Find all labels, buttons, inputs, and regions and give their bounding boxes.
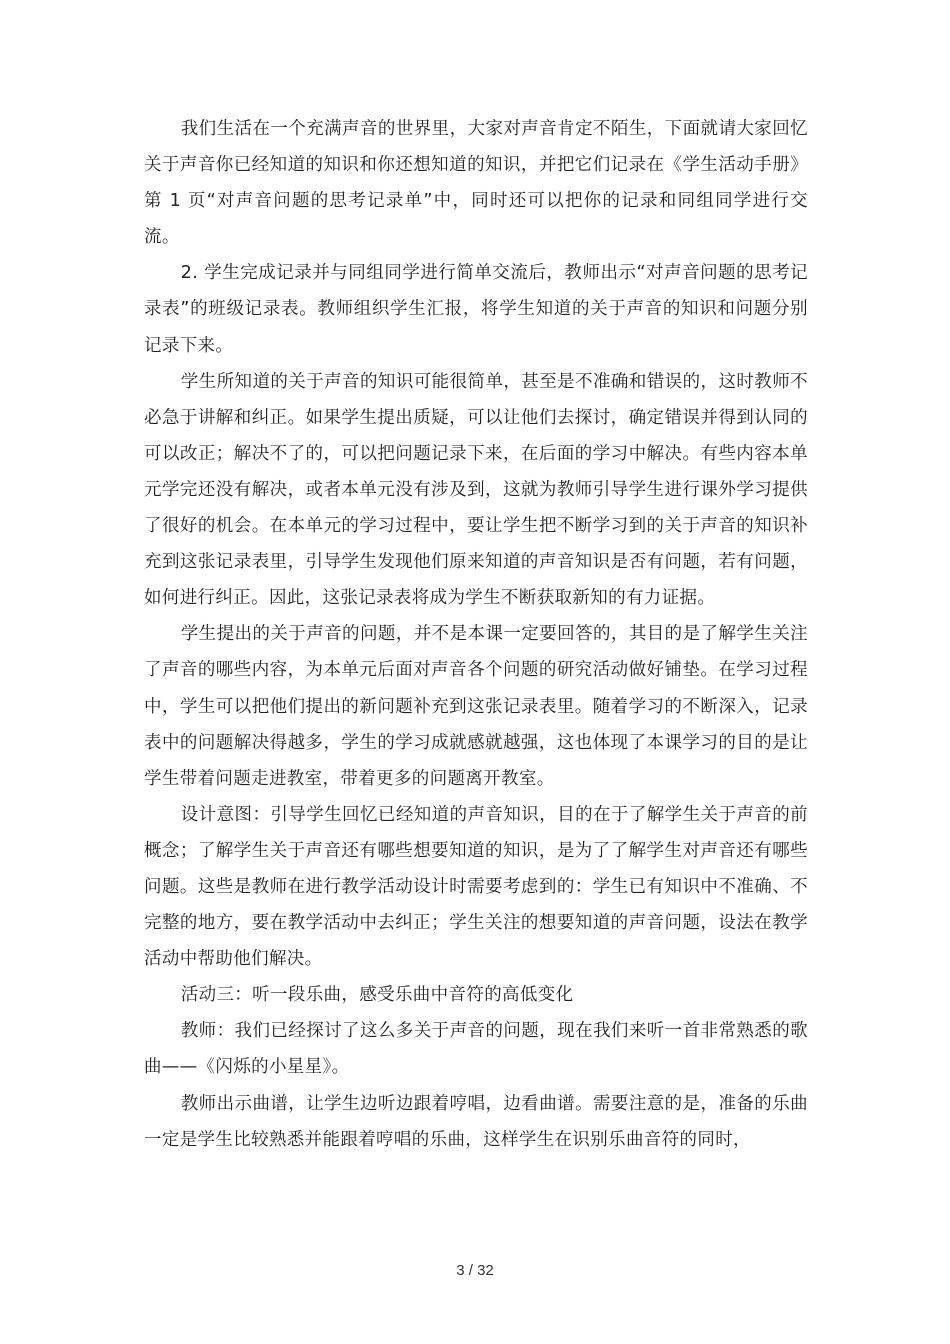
document-body [144, 111, 808, 1158]
paragraph-intro: 我们生活在一个充满声音的世界里，大家对声音肯定不陌生，下面就请大家回忆关于声音你已经知道的知识和你还想知道的知识，并把它们记录在《学生活动手册》第 1 页“对声音问题的思考记录单”中，同时还可以把你的记录和同组同学进行交流。 [144, 119, 808, 248]
page-number: 3 / 32 [456, 1262, 494, 1279]
paragraph-teacher-dialogue: 教师：我们已经探讨了这么多关于声音的问题，现在我们来听一首非常熟悉的歌曲——《闪烁的小星星》。 [144, 1021, 808, 1078]
paragraph-activity-3-heading: 活动三：听一段乐曲，感受乐曲中音符的高低变化 [180, 985, 574, 1006]
paragraph-design-intent: 设计意图：引导学生回忆已经知道的声音知识，目的在于了解学生关于声音的前概念；了解学生关于声音还有哪些想要知道的知识，是为了了解学生对声音还有哪些问题。这些是教师在进行教学活动设计时需要考虑到的：学生已有知识中不准确、不完整的地方，要在教学活动中去纠正；学生关注的想要知道的声音问题，设法在教学活动中帮助他们解决。 [144, 804, 808, 970]
paragraph-questions: 学生提出的关于声音的问题，并不是本课一定要回答的，其目的是了解学生关注了声音的哪些内容，为本单元后面对声音各个问题的研究活动做好铺垫。在学习过程中，学生可以把他们提出的新问题补充到这张记录表里。随着学习的不断深入，记录表中的问题解决得越多，学生的学习成就感就越强，这也体现了本课学习的目的是让学生带着问题走进教室，带着更多的问题离开教室。 [144, 624, 808, 789]
paragraph-score-instructions: 教师出示曲谱，让学生边听边跟着哼唱，边看曲谱。需要注意的是，准备的乐曲一定是学生比较熟悉并能跟着哼唱的乐曲，这样学生在识别乐曲音符的同时， [144, 1093, 808, 1150]
paragraph-knowledge: 学生所知道的关于声音的知识可能很简单，甚至是不准确和错误的，这时教师不必急于讲解和纠正。如果学生提出质疑，可以让他们去探讨，确定错误并得到认同的可以改正；解决不了的，可以把问题记录下来，在后面的学习中解决。有些内容本单元学完还没有解决，或者本单元没有涉及到，这就为教师引导学生进行课外学习提供了很好的机会。在本单元的学习过程中，要让学生把不断学习到的关于声音的知识补充到这张记录表里，引导学生发现他们原来知道的声音知识是否有问题，若有问题，如何进行纠正。因此，这张记录表将成为学生不断获取新知的有力证据。 [144, 371, 808, 609]
paragraph-step-2: 2. 学生完成记录并与同组同学进行简单交流后，教师出示“对声音问题的思考记录表”的班级记录表。教师组织学生汇报，将学生知道的关于声音的知识和问题分别记录下来。 [144, 263, 808, 356]
